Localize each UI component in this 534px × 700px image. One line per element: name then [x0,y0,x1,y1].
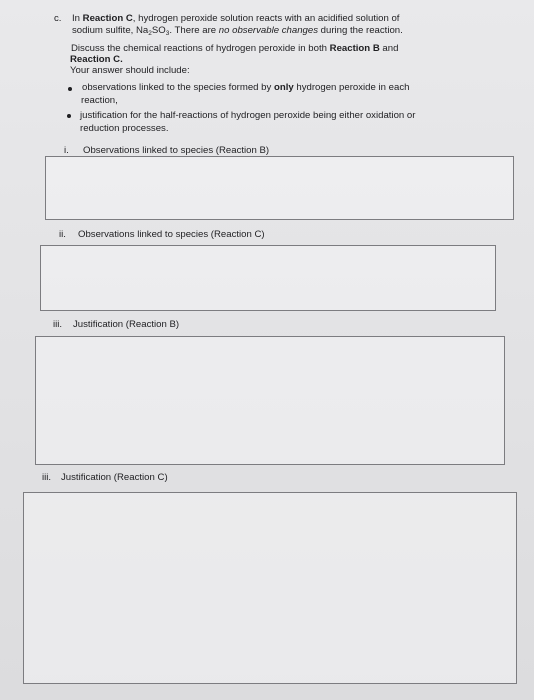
answer-include: Your answer should include: [70,65,190,76]
subpart-4-label: Justification (Reaction C) [61,472,168,483]
answer-box-reaction-b-justification[interactable] [35,336,505,465]
subpart-3-numeral: iii. [53,319,63,330]
bullet-2-line-1: justification for the half-reactions of hydrogen peroxide being either oxidation or [80,110,416,121]
bullet-1-line-2: reaction, [81,95,118,106]
bullet-1-icon [68,87,72,91]
answer-box-reaction-b-observations[interactable] [45,156,514,220]
intro-line-1: In Reaction C, hydrogen peroxide solution reacts with an acidified solution of [72,13,400,24]
subpart-2-label: Observations linked to species (Reaction C) [78,229,265,240]
bullet-2-icon [67,114,71,118]
bullet-1-line-1: observations linked to the species formed by only hydrogen peroxide in each [82,82,410,93]
discuss-line-2: Reaction C. [70,54,123,65]
subpart-2-numeral: ii. [59,229,66,240]
answer-box-reaction-c-justification[interactable] [23,492,517,684]
subpart-1-label: Observations linked to species (Reaction B) [83,145,270,156]
subpart-1-numeral: i. [64,145,69,156]
part-label: c. [54,13,62,24]
subpart-4-numeral: iii. [42,472,52,483]
bullet-2-line-2: reduction processes. [80,123,169,134]
answer-box-reaction-c-observations[interactable] [40,245,496,311]
discuss-line-1: Discuss the chemical reactions of hydrogen peroxide in both Reaction B and [71,43,399,54]
intro-line-2: sodium sulfite, $Na_2SO_3$. There are no observable changes during the reaction. [72,25,403,37]
subpart-3-label: Justification (Reaction B) [73,319,180,330]
